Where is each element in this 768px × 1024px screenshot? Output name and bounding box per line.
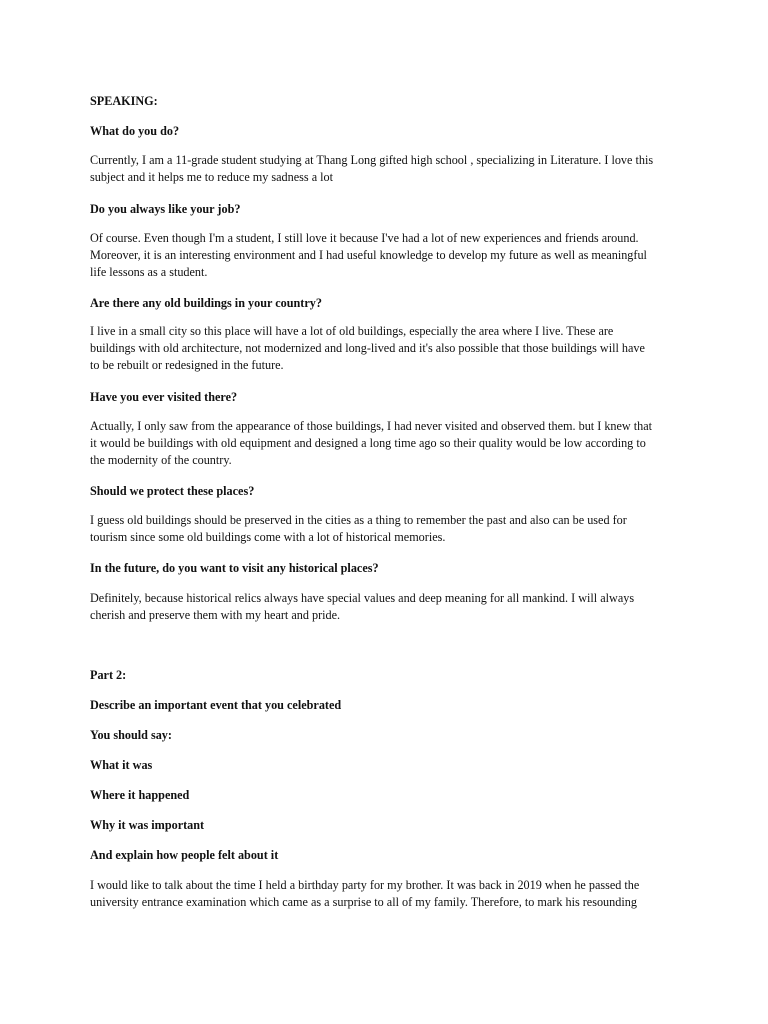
answer-line: tourism since some old buildings come with a lot of historical memories. [90,530,446,544]
answer-line: I live in a small city so this place will have a lot of old buildings, especially the area where I live. These are [90,324,614,338]
answer-line: I guess old buildings should be preserved in the cities as a thing to remember the past and also can be used for [90,513,627,527]
part2-answer [90,877,639,911]
answer-3 [90,323,645,374]
part2-heading: Part 2: [90,668,127,682]
answer-line: cherish and preserve them with my heart and pride. [90,608,341,622]
answer-4 [90,418,652,469]
question-6: In the future, do you want to visit any historical places? [90,561,379,575]
cue-card-line: Describe an important event that you celebrated [90,698,342,712]
question-4: Have you ever visited there? [90,390,238,404]
answer-line: Actually, I only saw from the appearance of those buildings, I had never visited and observed them. but I knew that [90,419,653,433]
answer-6 [90,590,634,624]
answer-line: the modernity of the country. [90,453,232,467]
answer-line: buildings with old architecture, not modernized and long-lived and it's also possible that those buildings will have [90,341,645,355]
question-5: Should we protect these places? [90,484,255,498]
question-3: Are there any old buildings in your country? [90,296,322,310]
answer-5 [90,512,627,546]
answer-line: subject and it helps me to reduce my sadness a lot [90,170,334,184]
answer-line: Definitely, because historical relics always have special values and deep meaning for all mankind. I will always [90,591,635,605]
answer-line: life lessons as a student. [90,265,208,279]
answer-line: Of course. Even though I'm a student, I still love it because I've had a lot of new experiences and friends around. [90,231,639,245]
cue-card-line: What it was [90,758,153,772]
answer-line: university entrance examination which came as a surprise to all of my family. Therefore, to mark his resounding [90,895,637,909]
answer-line: to be rebuilt or redesigned in the future. [90,358,284,372]
question-2: Do you always like your job? [90,202,241,216]
answer-1 [90,152,653,186]
cue-card-line: Why it was important [90,818,205,832]
question-1: What do you do? [90,124,180,138]
answer-line: it would be buildings with old equipment and designed a long time ago so their quality would be low according to [90,436,646,450]
document-heading: SPEAKING: [90,94,158,108]
cue-card-line: You should say: [90,728,172,742]
answer-line: Currently, I am a 11-grade student studying at Thang Long gifted high school , specializing in Literature. I love this [90,153,654,167]
answer-line: I would like to talk about the time I held a birthday party for my brother. It was back in 2019 when he passed the [90,878,640,892]
answer-2 [90,230,647,281]
cue-card-line: And explain how people felt about it [90,848,279,862]
answer-line: Moreover, it is an interesting environment and I had useful knowledge to develop my future as well as meaningful [90,248,647,262]
cue-card-line: Where it happened [90,788,190,802]
